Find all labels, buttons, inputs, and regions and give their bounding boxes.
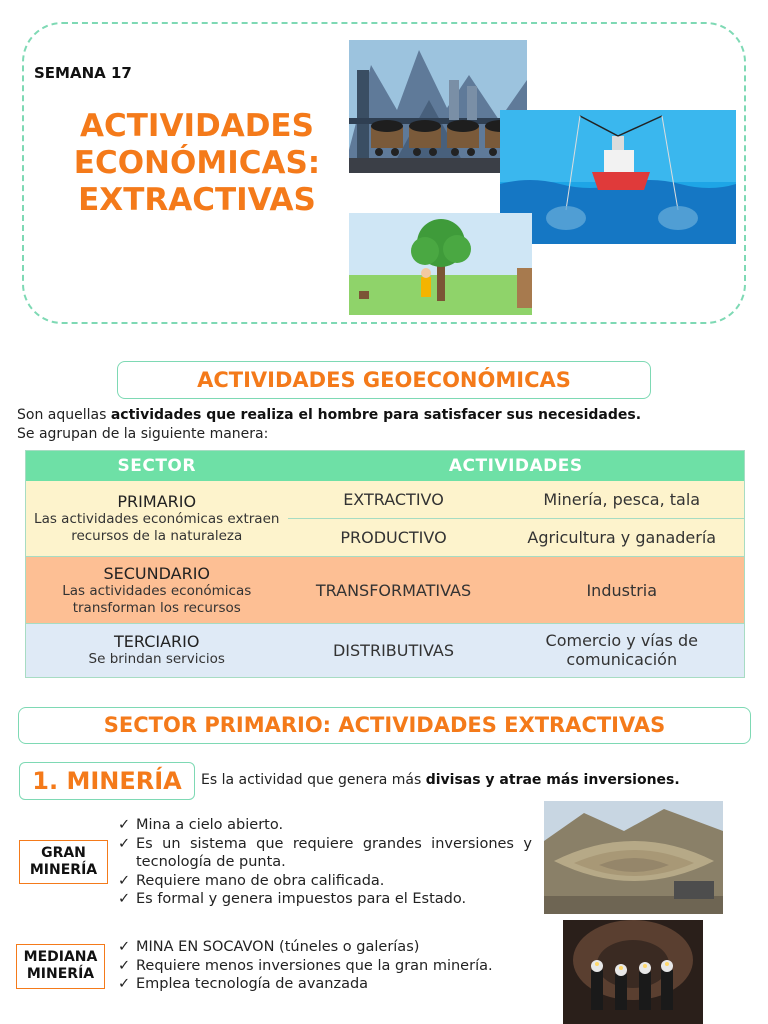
activity-examples: Agricultura y ganadería: [500, 519, 745, 557]
table-row: [26, 557, 745, 623]
mining-text: [201, 772, 680, 788]
title-line-3: EXTRACTIVAS: [78, 182, 316, 218]
week-label: SEMANA 17: [34, 64, 132, 82]
large-label-line1: GRAN: [41, 845, 86, 861]
sector-primary-name: PRIMARIO: [117, 492, 197, 512]
sector-secondary-cell: [26, 557, 288, 623]
activity-examples: Industria: [500, 557, 745, 623]
underground-mine-photo: [563, 920, 703, 1024]
mining-text-prefix: Es la actividad que genera más: [201, 772, 426, 788]
intro-bold: actividades que realiza el hombre para satisfacer sus necesidades.: [110, 407, 642, 423]
large-label-line2: MINERÍA: [29, 862, 98, 878]
large-mining-list: [118, 816, 532, 909]
list-item: ✓ Es un sistema que requiere grandes inversiones y tecnología de punta.: [118, 835, 532, 872]
mining-text-bold: divisas y atrae más inversiones.: [425, 772, 680, 788]
sector-secondary-name: SECUNDARIO: [103, 563, 211, 583]
medium-mining-list: [118, 938, 538, 994]
sector-primary-cell: [26, 481, 288, 557]
activity-examples: Minería, pesca, tala: [500, 481, 745, 519]
medium-label-line2: MINERÍA: [26, 966, 95, 982]
intro-prefix: Son aquellas: [17, 407, 111, 423]
sectors-table: [25, 450, 745, 678]
mining-label: 1. MINERÍA: [19, 762, 195, 800]
logging-illustration: [349, 213, 532, 315]
fishing-illustration: [500, 110, 736, 244]
sector-primary-desc: Las actividades económicas extraen recursos de la naturaleza: [34, 511, 280, 545]
table-header-row: [26, 451, 745, 481]
sector-tertiary-cell: [26, 623, 288, 677]
activity-type: EXTRACTIVO: [288, 481, 500, 519]
activity-type: TRANSFORMATIVAS: [288, 557, 500, 623]
open-pit-mine-photo: [544, 801, 723, 914]
col-sector: SECTOR: [26, 451, 288, 481]
page-title: [44, 108, 350, 219]
geo-intro: [17, 406, 641, 444]
medium-mining-label: [16, 944, 105, 989]
list-item: ✓ Requiere menos inversiones que la gran minería.: [118, 957, 538, 976]
list-item: ✓ Requiere mano de obra calificada.: [118, 872, 532, 891]
medium-label-line1: MEDIANA: [23, 949, 98, 965]
large-mining-label: [19, 840, 108, 884]
list-item: ✓ Mina a cielo abierto.: [118, 816, 532, 835]
list-item: ✓ Es formal y genera impuestos para el Estado.: [118, 890, 532, 909]
activity-examples: Comercio y vías de comunicación: [500, 623, 745, 677]
title-line-2: ECONÓMICAS:: [73, 145, 321, 181]
sector-tertiary-name: TERCIARIO: [114, 632, 200, 652]
activity-type: DISTRIBUTIVAS: [288, 623, 500, 677]
intro-line2: Se agrupan de la siguiente manera:: [17, 426, 269, 442]
sector-secondary-desc: Las actividades económicas transforman los recursos: [62, 582, 252, 616]
sector-tertiary-desc: Se brindan servicios: [88, 651, 225, 668]
list-item: ✓ Emplea tecnología de avanzada: [118, 975, 538, 994]
activity-type: PRODUCTIVO: [288, 519, 500, 557]
col-activities: ACTIVIDADES: [288, 451, 745, 481]
list-item: ✓ MINA EN SOCAVON (túneles o galerías): [118, 938, 538, 957]
title-line-1: ACTIVIDADES: [80, 108, 314, 144]
primary-section-title: SECTOR PRIMARIO: ACTIVIDADES EXTRACTIVAS: [18, 707, 751, 744]
geo-section-title: ACTIVIDADES GEOECONÓMICAS: [117, 361, 651, 399]
table-row: [26, 623, 745, 677]
table-row: [26, 481, 745, 519]
